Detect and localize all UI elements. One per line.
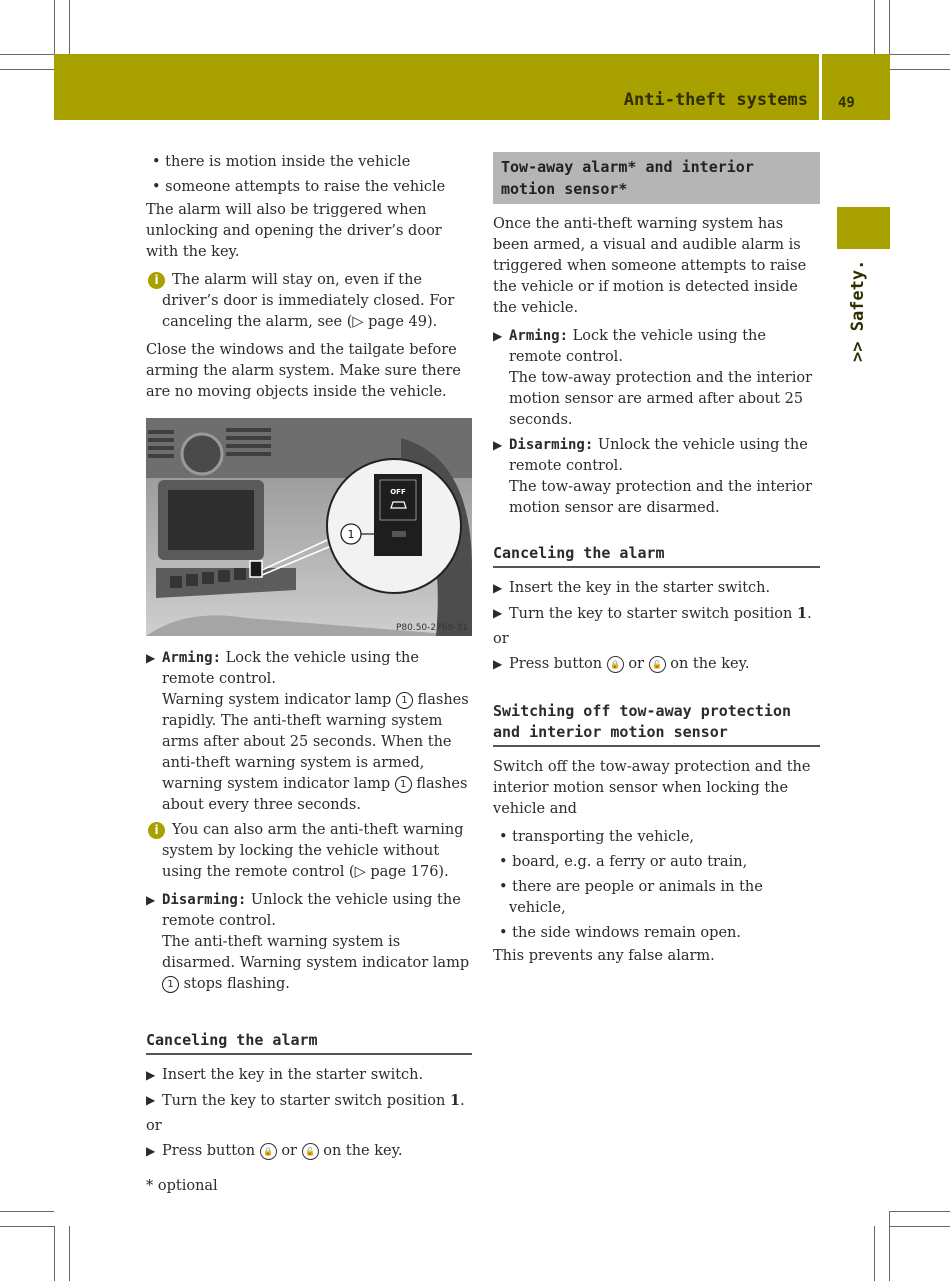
unlock-key-icon: 🔓 [649, 656, 666, 673]
bullet-text: the side windows remain open. [512, 925, 741, 941]
dashboard-figure [146, 418, 472, 636]
step-text: . [460, 1093, 465, 1109]
step-text: Lock the vehicle using the remote control. [509, 328, 766, 365]
bullet-text: transporting the vehicle, [512, 829, 695, 845]
callout-1-icon: 1 [162, 976, 179, 993]
step-label: Disarming: [509, 437, 594, 453]
crop-mark [0, 1211, 54, 1212]
step-text: . [807, 606, 812, 622]
position-number: 1 [450, 1092, 461, 1109]
bullet-text: there are people or animals in the vehicle, [509, 879, 763, 916]
section-heading: Switching off tow-away protection and interior motion sensor [493, 701, 820, 747]
step-text: Unlock the vehicle using the remote control. [509, 437, 808, 474]
crop-mark [874, 1226, 875, 1281]
left-column [146, 152, 472, 410]
crop-mark [0, 54, 54, 55]
indicator-lamp [392, 531, 406, 537]
step-disarming [493, 435, 820, 519]
step-text: or [276, 1143, 302, 1159]
info-text: The alarm will stay on, even if the driver’s door is immediately closed. For canceling the alarm, see (▷ page 49). [162, 272, 455, 330]
list-item: • board, e.g. a ferry or auto train, [499, 854, 748, 870]
left-column-lower [146, 648, 472, 999]
step-arrow-icon: ▶ [493, 657, 503, 671]
left-cancel-section [146, 1030, 472, 1204]
crop-mark [0, 1226, 54, 1227]
step-arming [493, 326, 820, 431]
step-text: on the key. [318, 1143, 403, 1159]
list-item: • the side windows remain open. [499, 925, 741, 941]
info-note [146, 270, 472, 333]
step-text: Press button [509, 656, 607, 672]
crop-mark [889, 0, 890, 54]
step-text: flashes about every three seconds. [162, 776, 468, 813]
info-icon: i [148, 822, 165, 839]
section-heading: Canceling the alarm [146, 1030, 472, 1055]
step-text: Lock the vehicle using the remote control. [162, 650, 419, 687]
step-arrow-icon: ▶ [493, 329, 503, 343]
list-item: • transporting the vehicle, [499, 829, 695, 845]
crop-mark [889, 1211, 890, 1281]
switch-button-face [380, 480, 416, 520]
step [493, 654, 820, 675]
step-text: on the key. [665, 656, 750, 672]
crop-mark [890, 1226, 950, 1227]
step-arming [146, 648, 472, 816]
step-text: Insert the key in the starter switch. [162, 1067, 424, 1083]
crop-mark [0, 69, 54, 70]
info-text: You can also arm the anti-theft warning system by locking the vehicle without using the remote control (▷ page 176). [162, 822, 464, 880]
control-knob [182, 434, 222, 474]
step [146, 1141, 472, 1162]
unlock-key-icon: 🔓 [302, 1143, 319, 1160]
step-arrow-icon: ▶ [493, 606, 503, 620]
header-bar [54, 54, 819, 120]
footnote: * optional [146, 1178, 218, 1194]
step [146, 1090, 472, 1112]
header-page-box [822, 54, 890, 120]
crop-mark [69, 1226, 70, 1281]
step [493, 603, 820, 625]
callout-1-icon: 1 [396, 692, 413, 709]
or-text: or [493, 631, 509, 647]
step-arrow-icon: ▶ [493, 581, 503, 595]
step [493, 578, 820, 599]
right-column [493, 152, 820, 974]
page-title: Anti-theft systems [623, 90, 808, 110]
section-name: >> Safety. [848, 259, 868, 362]
paragraph: This prevents any false alarm. [493, 948, 715, 964]
step-text: Press button [162, 1143, 260, 1159]
paragraph: Close the windows and the tailgate before arming the alarm system. Make sure there are no moving objects inside the vehicle. [146, 342, 461, 400]
section-heading: Canceling the alarm [493, 543, 820, 568]
callout-1-icon: 1 [395, 776, 412, 793]
section-heading: Tow-away alarm* and interior motion sensor* [493, 152, 820, 204]
bullet-text: someone attempts to raise the vehicle [165, 179, 446, 195]
crop-mark [890, 54, 950, 55]
callout-number: 1 [347, 528, 355, 541]
step-label: Disarming: [162, 892, 247, 908]
step-label: Arming: [162, 650, 222, 666]
crop-mark [890, 1211, 950, 1212]
step-text: The tow-away protection and the interior motion sensor are armed after about 25 seconds. [509, 370, 813, 428]
info-note [146, 820, 472, 883]
paragraph: Switch off the tow-away protection and the interior motion sensor when locking the vehicle and [493, 759, 811, 817]
step-label: Arming: [509, 328, 569, 344]
step-arrow-icon: ▶ [146, 651, 156, 665]
step-arrow-icon: ▶ [146, 893, 156, 907]
crop-mark [874, 0, 875, 54]
radio-display [168, 490, 254, 550]
figure-code: P80.50-2768-31 [395, 623, 468, 633]
step-text: or [623, 656, 649, 672]
step-text: Unlock the vehicle using the remote control. [162, 892, 461, 929]
step-text: stops flashing. [179, 976, 290, 992]
step-arrow-icon: ▶ [146, 1144, 156, 1158]
paragraph: The alarm will also be triggered when unlocking and opening the driver’s door with the key. [146, 202, 442, 260]
paragraph: Once the anti-theft warning system has been armed, a visual and audible alarm is triggered when someone attempts to raise the vehicle or if motion is detected inside the vehicle. [493, 216, 807, 316]
or-text: or [146, 1118, 162, 1134]
info-icon: i [148, 272, 165, 289]
lock-key-icon: 🔒 [260, 1143, 277, 1160]
bullet-text: board, e.g. a ferry or auto train, [512, 854, 748, 870]
crop-mark [69, 0, 70, 54]
list-item: • someone attempts to raise the vehicle [152, 179, 446, 195]
bullet-text: there is motion inside the vehicle [165, 154, 411, 170]
step-arrow-icon: ▶ [493, 438, 503, 452]
crop-mark [54, 1226, 55, 1281]
step-text: Turn the key to starter switch position [509, 606, 797, 622]
position-number: 1 [797, 605, 808, 622]
step-text: Warning system indicator lamp [162, 692, 396, 708]
step-disarming [146, 890, 472, 995]
step-text: Turn the key to starter switch position [162, 1093, 450, 1109]
step-text: Insert the key in the starter switch. [509, 580, 771, 596]
step-arrow-icon: ▶ [146, 1093, 156, 1107]
list-item: • there are people or animals in the vehicle, [499, 879, 763, 916]
list-item: • there is motion inside the vehicle [152, 154, 411, 170]
step-text: The anti-theft warning system is disarmed. Warning system indicator lamp [162, 934, 470, 971]
crop-mark [890, 69, 950, 70]
section-side-label [832, 259, 868, 372]
alarm-switch [250, 561, 262, 577]
switch-off-label: OFF [390, 488, 406, 496]
step-text: flashes rapidly. The anti-theft warning system arms after about 25 seconds. When the anti-theft warning system is armed, warning system indicator lamp [162, 692, 469, 792]
step-arrow-icon: ▶ [146, 1068, 156, 1082]
page-number: 49 [838, 95, 855, 111]
section-tab [837, 207, 890, 249]
step-text: The tow-away protection and the interior motion sensor are disarmed. [509, 479, 813, 516]
lock-key-icon: 🔒 [607, 656, 624, 673]
step [146, 1065, 472, 1086]
crop-mark [54, 0, 55, 54]
